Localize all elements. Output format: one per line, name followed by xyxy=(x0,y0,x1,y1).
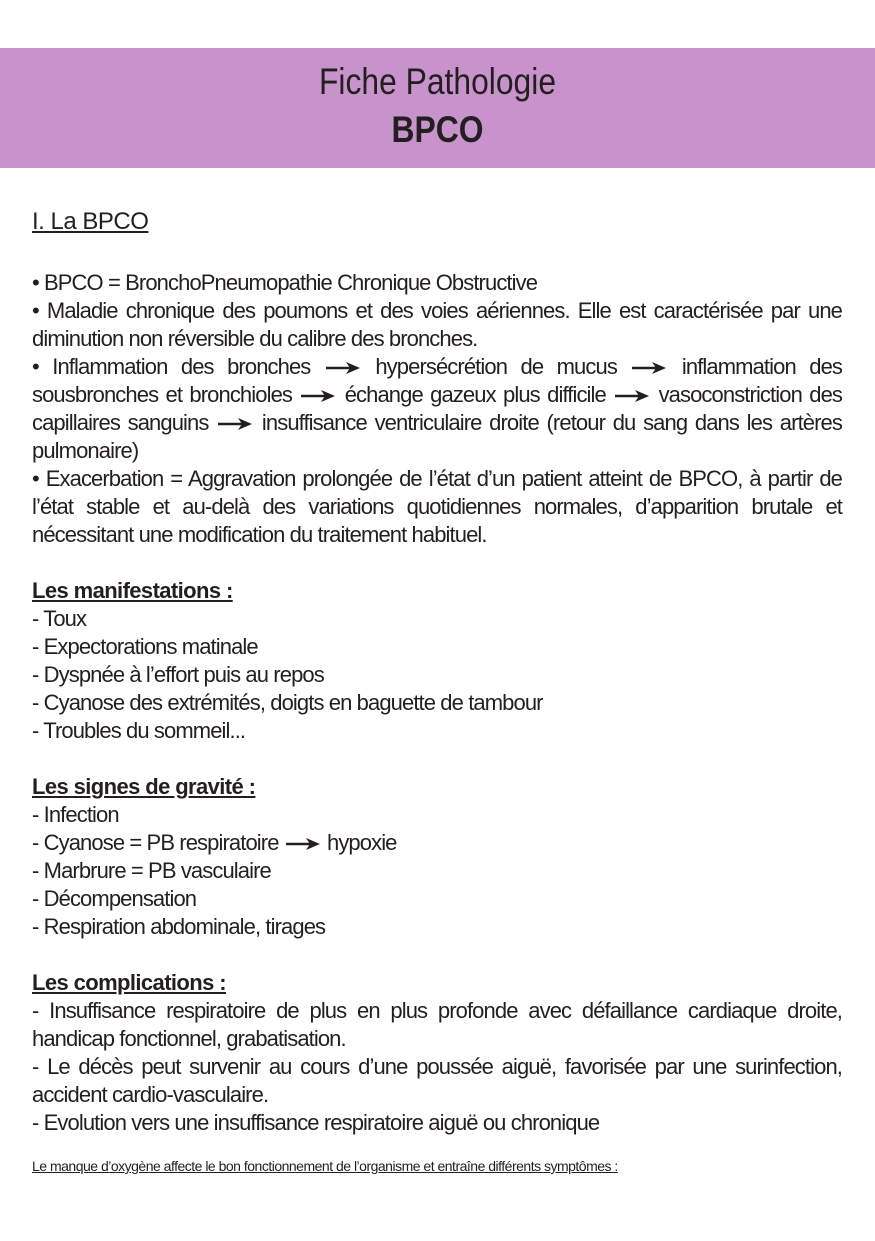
arrow-right-icon xyxy=(301,390,335,402)
complications-heading: Les complications : xyxy=(32,970,226,995)
gravity-signs-heading: Les signes de gravité : xyxy=(32,774,256,799)
list-item: - Respiration abdominale, tirages xyxy=(32,914,326,939)
page-subtitle: BPCO xyxy=(391,109,484,150)
pathophysiology-step: vasoconstriction des capillaires sanguins xyxy=(32,382,843,435)
arrow-right-icon xyxy=(632,362,666,374)
list-item: - Marbrure = PB vasculaire xyxy=(32,858,271,883)
list-item: - Expectorations matinale xyxy=(32,634,258,659)
list-item: - Dyspnée à l’effort puis au repos xyxy=(32,662,324,687)
list-item: - Décompensation xyxy=(32,886,197,911)
gravity-sign-result: hypoxie xyxy=(326,830,397,855)
list-item: - Toux xyxy=(32,606,87,631)
bullet-pathophysiology xyxy=(32,353,842,465)
footer-note: Le manque d’oxygène affecte le bon fonctionnement de l’organisme et entraîne différents symptômes : xyxy=(32,1158,618,1174)
pathophysiology-step: • Inflammation des bronches xyxy=(32,354,311,379)
list-item: - Infection xyxy=(32,802,119,827)
page-title: Fiche Pathologie xyxy=(318,61,557,102)
arrow-right-icon xyxy=(615,390,649,402)
pathophysiology-step: inflammation des sousbronches et bronchioles xyxy=(32,354,843,407)
list-item: - Troubles du sommeil... xyxy=(32,718,246,743)
list-item: - Evolution vers une insuffisance respiratoire aiguë ou chronique xyxy=(32,1110,600,1135)
pathophysiology-step: insuffisance ventriculaire droite (retour du sang dans les artères pulmonaire) xyxy=(32,410,842,463)
gravity-sign-text: - Cyanose = PB respiratoire xyxy=(32,830,279,855)
bullet-exacerbation: • Exacerbation = Aggravation prolongée de l’état d’un patient atteint de BPCO, à partir de l’état stable et au-delà des variations quotidiennes normales, d’apparition brutale et nécessitant une modification du traitement habituel. xyxy=(32,466,842,547)
list-item: - Cyanose des extrémités, doigts en baguette de tambour xyxy=(32,690,543,715)
list-item: - Le décès peut survenir au cours d’une poussée aiguë, favorisée par une surinfection, accident cardio-vasculaire. xyxy=(32,1054,842,1107)
document-body xyxy=(32,205,842,1137)
list-item: - Insuffisance respiratoire de plus en plus profonde avec défaillance cardiaque droite, handicap fonctionnel, grabatisation. xyxy=(32,998,842,1051)
arrow-right-icon xyxy=(286,838,320,850)
manifestations-heading: Les manifestations : xyxy=(32,578,233,603)
section-heading: I. La BPCO xyxy=(32,208,149,235)
pathophysiology-step: hypersécrétion de mucus xyxy=(375,354,617,379)
bullet-description: • Maladie chronique des poumons et des voies aériennes. Elle est caractérisée par une diminution non réversible du calibre des bronches. xyxy=(32,298,842,351)
title-banner xyxy=(0,48,875,168)
pathophysiology-step: échange gazeux plus difficile xyxy=(344,382,606,407)
list-item xyxy=(32,829,842,857)
bullet-definition: • BPCO = BronchoPneumopathie Chronique Obstructive xyxy=(32,270,538,295)
arrow-right-icon xyxy=(326,362,360,374)
arrow-right-icon xyxy=(218,418,252,430)
